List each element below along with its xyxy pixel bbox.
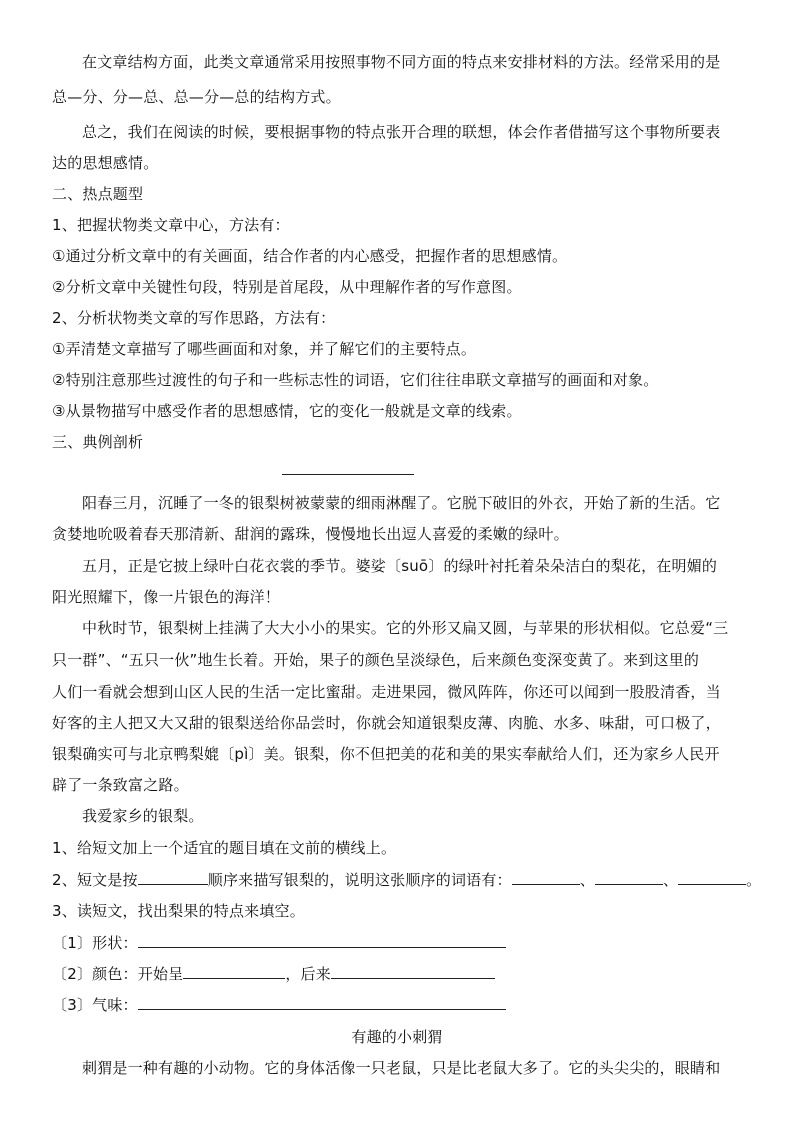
topic-1-method-a: ①通过分析文章中的有关画面，结合作者的内心感受，把握作者的思想感情。 — [52, 247, 568, 265]
next-essay-p1: 刺猬是一种有趣的小动物。它的身体活像一只老鼠，只是比老鼠大多了。它的头尖尖的，眼睛和 — [82, 1059, 721, 1077]
shape-label: 〔1〕形状： — [52, 934, 138, 952]
word-blank-1[interactable] — [512, 870, 580, 885]
question-2-end: 。 — [746, 871, 762, 889]
topic-2-method-a: ①弄清楚文章描写了哪些画面和对象，并了解它们的主要特点。 — [52, 340, 477, 358]
question-3-shape — [52, 933, 750, 953]
para-structure-line2: 总—分、分—总、总—分—总的结构方式。 — [52, 88, 341, 106]
question-3-color — [52, 964, 750, 984]
para-summary-line1: 总之，我们在阅读的时候，要根据事物的特点张开合理的联想，体会作者借描写这个事物所要表 — [82, 123, 721, 141]
essay-p2-line2: 阳光照耀下，像一片银色的海洋！ — [52, 588, 281, 606]
color-later-blank[interactable] — [331, 964, 495, 979]
essay-p1-line1: 阳春三月，沉睡了一冬的银梨树被蒙蒙的细雨淋醒了。它脱下破旧的外衣，开始了新的生活。它 — [82, 494, 721, 512]
essay-p3-line5: 银梨确实可与北京鸭梨媲〔pì〕美。银梨，你不但把美的花和美的果实奉献给人们，还为家乡人民开 — [52, 745, 720, 763]
question-2-sep-2: 、 — [662, 871, 679, 889]
essay-title-blank[interactable] — [282, 474, 414, 475]
next-essay-title: 有趣的小刺猬 — [351, 1028, 443, 1046]
word-blank-2[interactable] — [595, 870, 663, 885]
essay-p1-line2: 贪婪地吮吸着春天那清新、甜润的露珠，慢慢地长出逗人喜爱的柔嫩的绿叶。 — [52, 525, 569, 543]
question-2-sep-1: 、 — [579, 871, 595, 889]
question-2-prefix: 2、短文是按 — [52, 871, 138, 889]
question-3-smell — [52, 995, 750, 1015]
topic-2-method-b: ②特别注意那些过渡性的句子和一些标志性的词语，它们往往串联文章描写的画面和对象。 — [52, 371, 659, 389]
essay-p3-line1: 中秋时节，银梨树上挂满了大大小小的果实。它的外形又扁又圆，与苹果的形状相似。它总爱“三 — [82, 619, 729, 637]
essay-p3-line4: 好客的主人把又大又甜的银梨送给你品尝时，你就会知道银梨皮薄、肉脆、水多、味甜，可口极了， — [52, 714, 721, 732]
color-label: 〔2〕颜色：开始呈 — [52, 965, 184, 983]
topic-2-method-c: ③从景物描写中感受作者的思想感情，它的变化一般就是文章的线索。 — [52, 402, 522, 420]
topic-1: 1、把握状物类文章中心，方法有： — [52, 216, 290, 234]
order-blank[interactable] — [138, 870, 208, 885]
essay-p2-line1: 五月，正是它披上绿叶白花衣裳的季节。婆娑〔suō〕的绿叶衬托着朵朵洁白的梨花，在明媚的 — [82, 557, 718, 575]
smell-blank[interactable] — [138, 995, 506, 1010]
color-later-label: ，后来 — [285, 965, 331, 983]
word-blank-3[interactable] — [678, 870, 746, 885]
topic-2: 2、分析状物类文章的写作思路，方法有： — [52, 309, 336, 327]
color-start-blank[interactable] — [183, 964, 285, 979]
shape-blank[interactable] — [138, 933, 506, 948]
question-3: 3、读短文，找出梨果的特点来填空。 — [52, 902, 305, 920]
smell-label: 〔3〕气味： — [52, 996, 138, 1014]
para-structure-line1: 在文章结构方面，此类文章通常采用按照事物不同方面的特点来安排材料的方法。经常采用的是 — [82, 53, 721, 71]
section-heading-examples: 三、典例剖析 — [52, 433, 144, 451]
essay-p3-line2: 只一群”、“五只一伙”地生长着。开始，果子的颜色呈淡绿色，后来颜色变深变黄了。来到这里的 — [52, 651, 700, 669]
question-2 — [52, 870, 762, 890]
essay-p4: 我爱家乡的银梨。 — [82, 807, 204, 825]
essay-p3-line3: 人们一看就会想到山区人民的生活一定比蜜甜。走进果园，微风阵阵，你还可以闻到一股股清香，当 — [52, 683, 721, 701]
question-2-middle: 顺序来描写银梨的，说明这张顺序的词语有： — [207, 871, 512, 889]
section-heading-hot-topics: 二、热点题型 — [52, 185, 144, 203]
para-summary-line2: 达的思想感情。 — [52, 154, 159, 172]
essay-p3-line6: 辟了一条致富之路。 — [52, 776, 189, 794]
question-1: 1、给短文加上一个适宜的题目填在文前的横线上。 — [52, 839, 397, 857]
topic-1-method-b: ②分析文章中关键性句段，特别是首尾段，从中理解作者的写作意图。 — [52, 278, 522, 296]
